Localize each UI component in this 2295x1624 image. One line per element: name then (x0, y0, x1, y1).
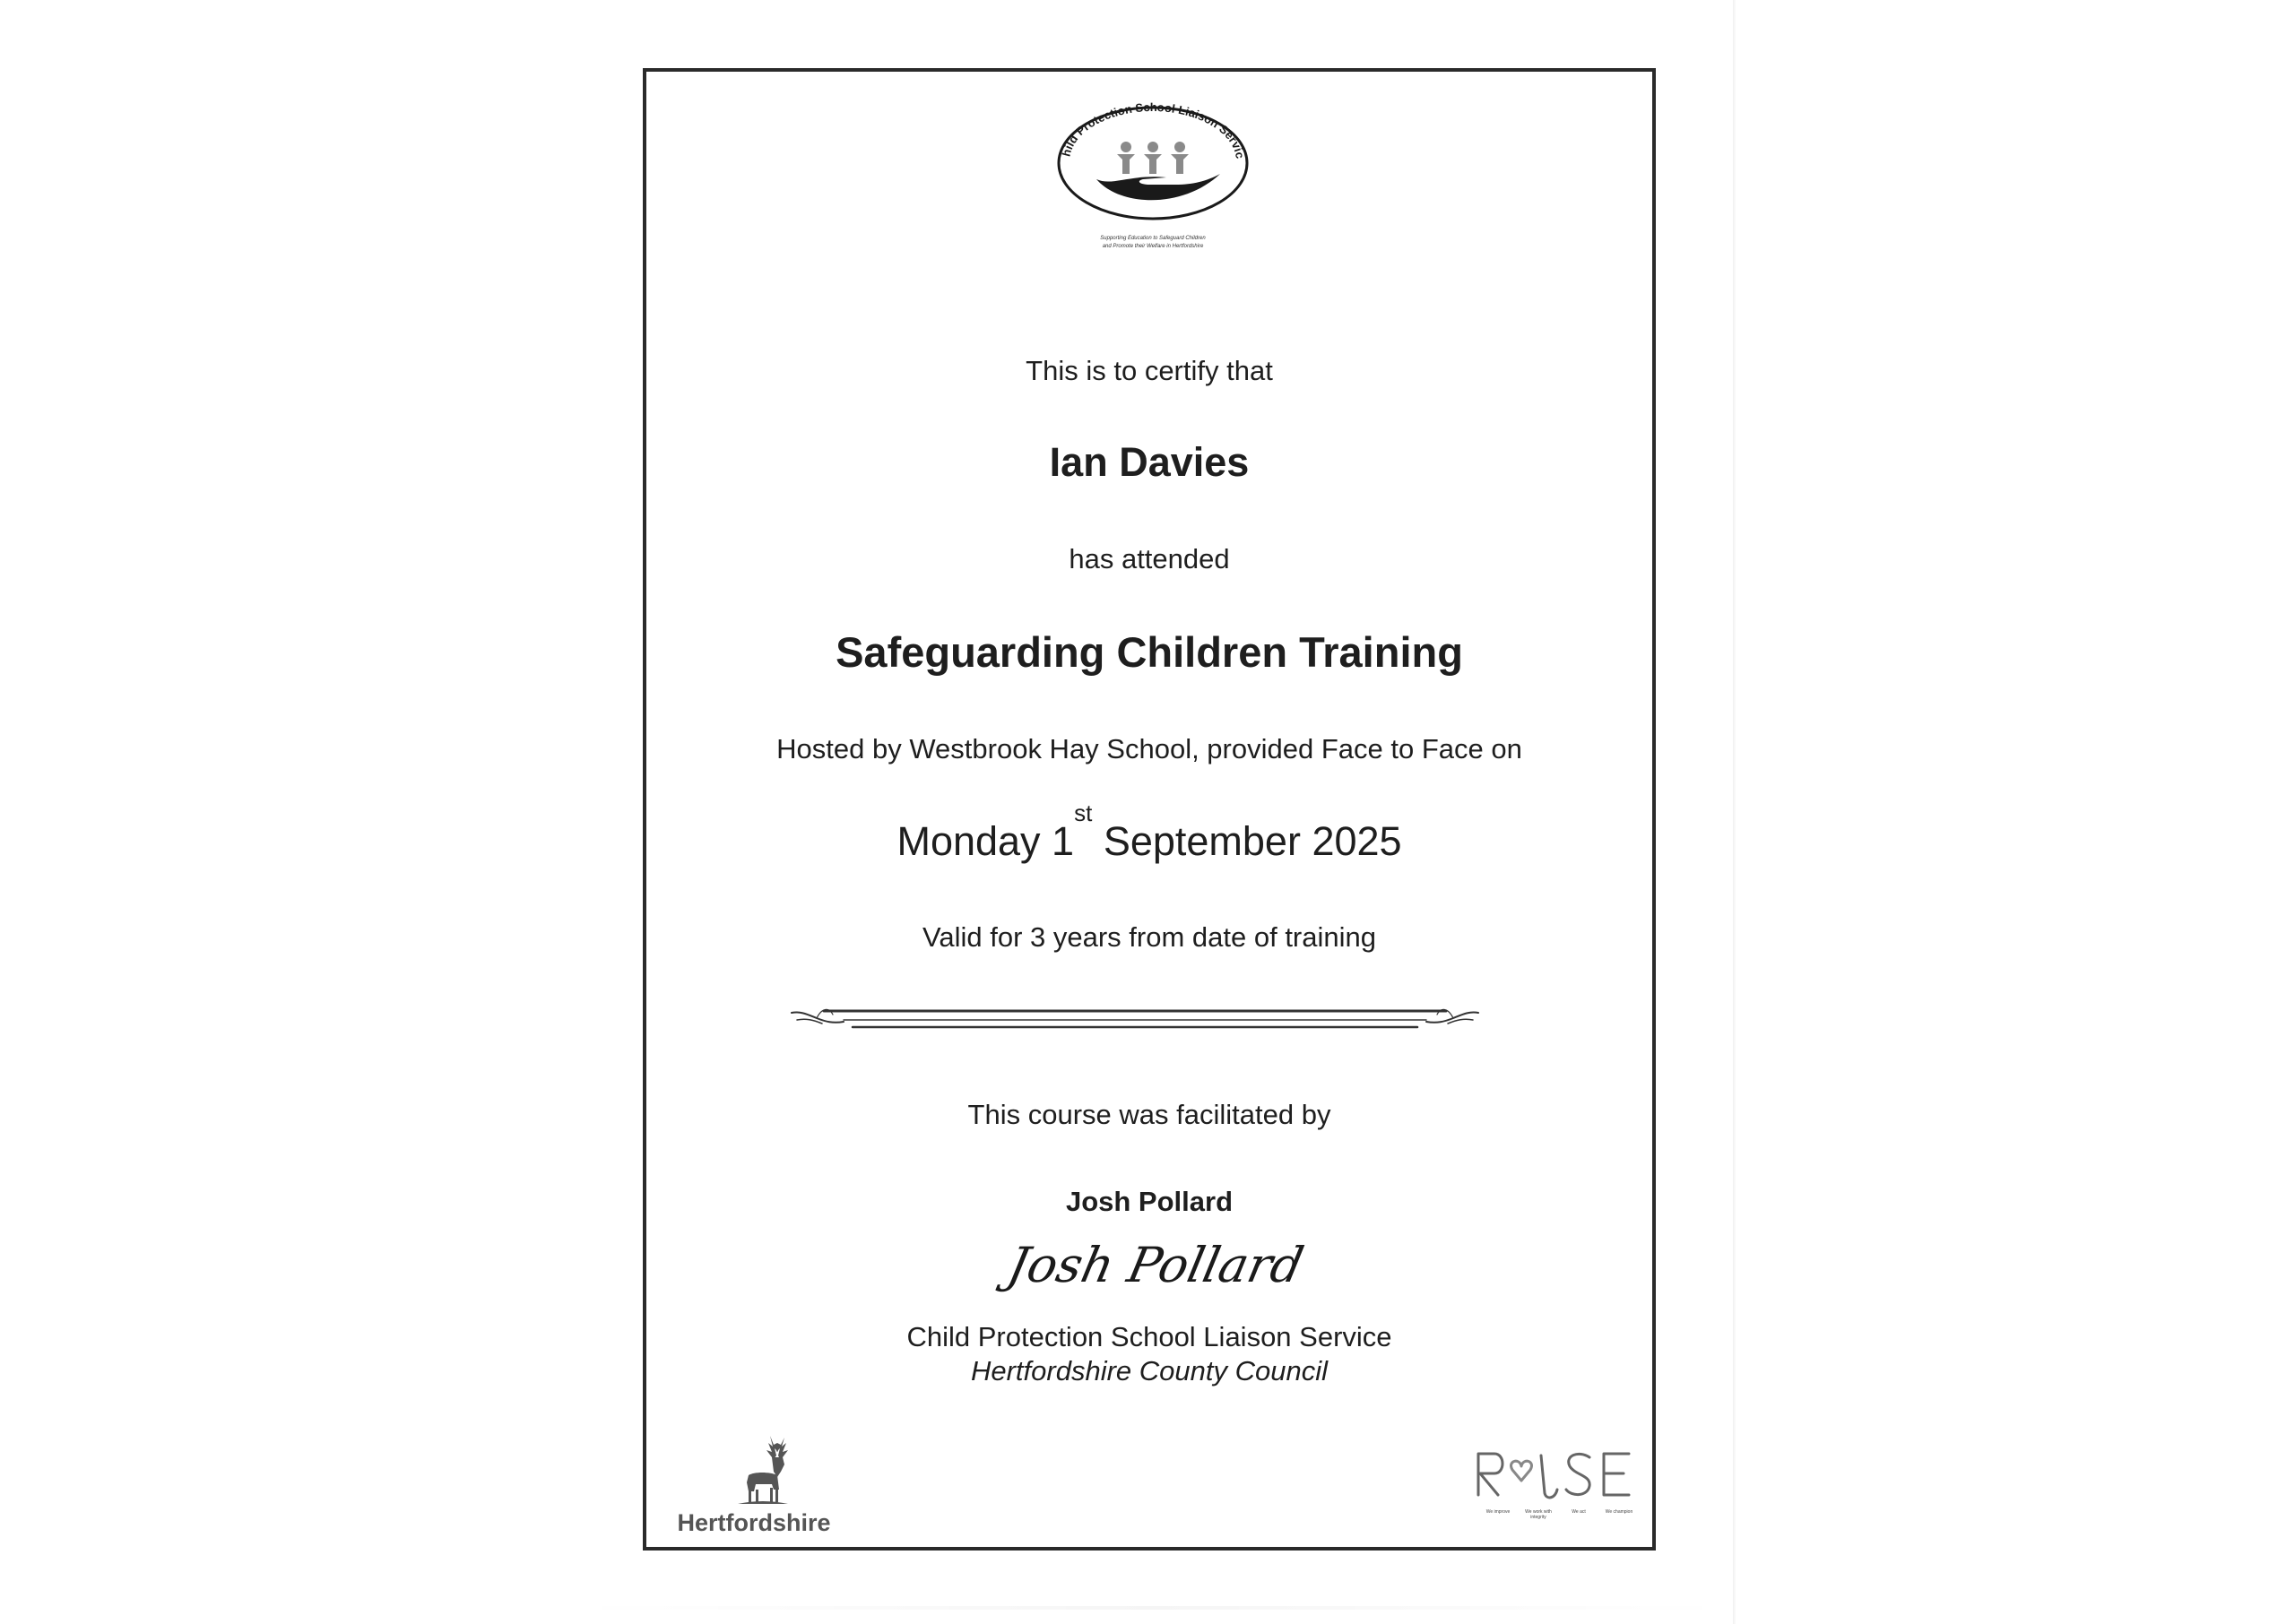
seal-tagline (1050, 235, 1256, 251)
seal-tagline-line-1: Supporting Education to Safeguard Children (1100, 236, 1206, 241)
certificate (643, 68, 1656, 1551)
facilitator-signature (992, 1219, 1314, 1317)
scan-shadow (574, 1606, 1730, 1610)
service-name: Child Protection School Liaison Service (906, 1321, 1392, 1352)
date-weekday-day: Monday 1 (896, 818, 1075, 864)
facilitated-line: This course was facilitated by (967, 1099, 1331, 1130)
rise-value: We improve (1485, 1509, 1511, 1515)
child-protection-seal-icon (1050, 91, 1256, 249)
seal-arc-text: hild Protection School Liaison Servic (1059, 99, 1247, 160)
rise-value: We champion (1605, 1509, 1633, 1515)
hertfordshire-logo (673, 1434, 835, 1536)
training-date (646, 799, 1652, 865)
date-ordinal-suffix: st (1074, 799, 1093, 826)
council-name: Hertfordshire County Council (970, 1355, 1328, 1386)
course-title: Safeguarding Children Training (836, 628, 1463, 676)
facilitator-name: Josh Pollard (1065, 1186, 1234, 1217)
hertfordshire-stag-icon (673, 1434, 835, 1511)
recipient-name: Ian Davies (1049, 439, 1250, 485)
rise-values (1480, 1509, 1637, 1520)
certify-line: This is to certify that (1026, 355, 1273, 386)
rise-value: We work with integrity (1525, 1509, 1552, 1520)
rise-wordmark-icon (1471, 1443, 1641, 1506)
rise-value: We act (1572, 1509, 1586, 1515)
svg-text:Josh Pollard: Josh Pollard (1002, 1236, 1309, 1293)
date-month-year: September 2025 (1092, 818, 1402, 864)
flourish-divider (790, 995, 1480, 1040)
rise-logo (1471, 1443, 1641, 1540)
hertfordshire-logo-text: Hertfordshire (677, 1509, 831, 1536)
seal-tagline-line-2: and Promote their Welfare in Hertfordshire (1102, 244, 1204, 249)
scan-edge (1733, 0, 1736, 1624)
attended-line: has attended (1069, 543, 1230, 574)
hosted-line: Hosted by Westbrook Hay School, provided Face to Face on (776, 733, 1522, 764)
validity-line: Valid for 3 years from date of training (922, 921, 1376, 953)
